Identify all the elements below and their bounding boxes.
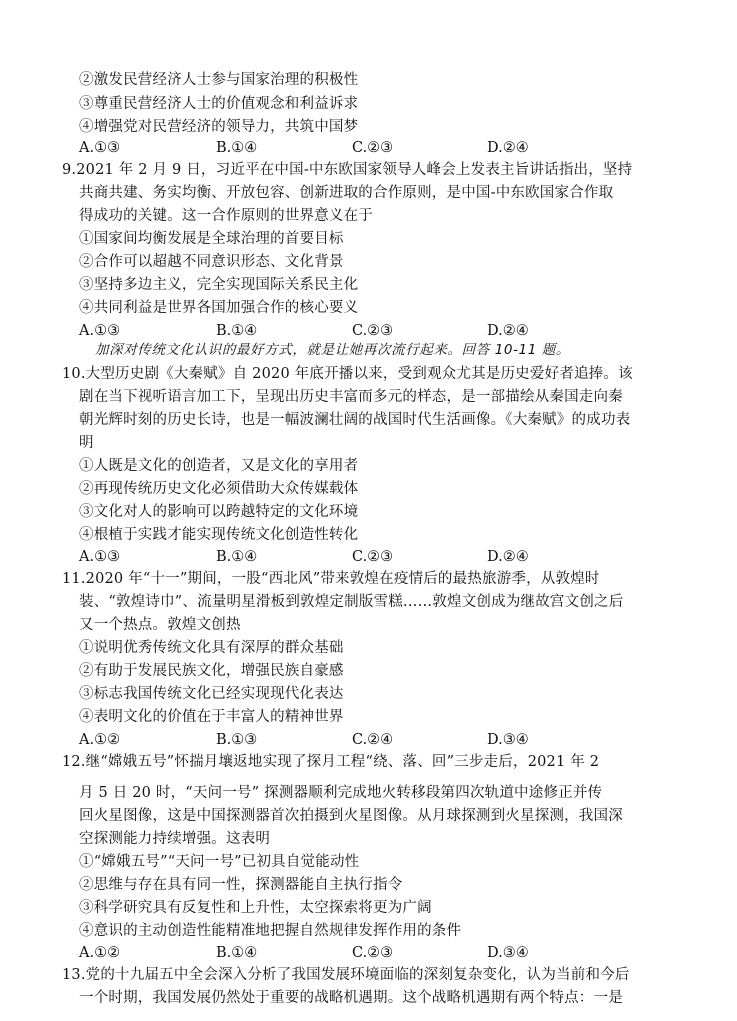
- q8-option-a: A.①③: [79, 140, 121, 156]
- q12-stem-line-2: 月 5 日 20 时，“天问一号” 探测器顺利完成地火转移段第四次轨道中途修正并传: [79, 785, 603, 801]
- q12-option-b: B.①④: [216, 945, 258, 961]
- q13-stem-line-2: 一个时期，我国发展仍然处于重要的战略机遇期。这个战略机遇期有两个特点：一是: [79, 990, 623, 1006]
- q12-item-1: ①“嫦娥五号”“天问一号”已初具自觉能动性: [79, 854, 360, 870]
- q10-item-1: ①人既是文化的创造者，又是文化的享用者: [79, 458, 359, 474]
- q9-option-b: B.①④: [216, 323, 258, 339]
- q10-option-c: C.②③: [352, 549, 394, 565]
- q10-item-4: ④根植于实践才能实现传统文化创造性转化: [79, 527, 359, 543]
- q8-item-2: ②激发民营经济人士参与国家治理的积极性: [79, 72, 359, 88]
- q10-option-d: D.②④: [487, 549, 529, 565]
- intro-10-11: 加深对传统文化认识的最好方式，就是让她再次流行起来。回答 10-11 题。: [95, 342, 571, 358]
- q11-option-c: C.②④: [352, 732, 394, 748]
- q12-stem-line-3: 回火星图像，这是中国探测器首次拍摄到火星图像。从月球探测到火星探测，我国深: [79, 808, 623, 824]
- q9-stem-line-1: 9.2021 年 2 月 9 日，习近平在中国-中东欧国家领导人峰会上发表主旨讲话指出，坚持: [62, 162, 633, 178]
- q12-item-4: ④意识的主动创造性能精准地把握自然规律发挥作用的条件: [79, 923, 462, 939]
- q9-option-a: A.①③: [79, 323, 121, 339]
- q12-item-2: ②思维与存在具有同一性，探测器能自主执行指令: [79, 877, 403, 893]
- q11-item-1: ①说明优秀传统文化具有深厚的群众基础: [79, 640, 344, 656]
- q10-option-a: A.①③: [79, 549, 121, 565]
- q9-option-d: D.②④: [487, 323, 529, 339]
- q8-item-4: ④增强党对民营经济的领导力，共筑中国梦: [79, 119, 359, 135]
- q9-item-4: ④共同利益是世界各国加强合作的核心要义: [79, 300, 359, 316]
- q9-item-3: ③坚持多边主义，完全实现国际关系民主化: [79, 277, 359, 293]
- q11-option-b: B.①③: [216, 732, 258, 748]
- q10-item-3: ③文化对人的影响可以跨越特定的文化环境: [79, 504, 359, 520]
- q9-stem-line-3: 得成功的关键。这一合作原则的世界意义在于: [79, 208, 373, 224]
- q12-stem-line-1: 12.继“嫦娥五号”怀揣月壤返地实现了探月工程“绕、落、回”三步走后，2021 年 2: [62, 754, 600, 770]
- q11-stem-line-3: 又一个热点。敦煌文创热: [79, 617, 241, 633]
- q11-item-3: ③标志我国传统文化已经实现现代化表达: [79, 686, 344, 702]
- q12-option-c: C.②③: [352, 945, 394, 961]
- q9-option-c: C.②③: [352, 323, 394, 339]
- q13-stem-line-1: 13.党的十九届五中全会深入分析了我国发展环境面临的深刻复杂变化，认为当前和今后: [62, 967, 630, 983]
- q10-stem-line-3: 朝光辉时刻的历史长诗，也是一幅波澜壮阔的战国时代生活画像。《大秦赋》的成功表: [79, 412, 631, 428]
- q12-item-3: ③科学研究具有反复性和上升性，太空探索将更为广阔: [79, 900, 432, 916]
- q8-item-3: ③尊重民营经济人士的价值观念和利益诉求: [79, 96, 359, 112]
- q8-option-c: C.②③: [352, 140, 394, 156]
- q9-item-2: ②合作可以超越不同意识形态、文化背景: [79, 254, 344, 270]
- q10-stem-line-4: 明: [79, 435, 94, 451]
- q12-option-d: D.③④: [487, 945, 529, 961]
- q11-stem-line-2: 装、“敦煌诗巾”、流量明星滑板到敦煌定制版雪糕……敦煌文创成为继故宫文创之后: [79, 594, 624, 610]
- q11-item-4: ④表明文化的价值在于丰富人的精神世界: [79, 709, 344, 725]
- q10-stem-line-2: 剧在当下视听语言加工下，呈现出历史丰富而多元的样态，是一部描绘从秦国走向秦: [79, 389, 623, 405]
- q9-stem-line-2: 共商共建、务实均衡、开放包容、创新进取的合作原则，是中国-中东欧国家合作取: [79, 185, 614, 201]
- q10-option-b: B.①④: [216, 549, 258, 565]
- q8-option-b: B.①④: [216, 140, 258, 156]
- q10-item-2: ②再现传统历史文化必须借助大众传媒载体: [79, 481, 359, 497]
- q8-option-d: D.②④: [487, 140, 529, 156]
- q11-option-d: D.③④: [487, 732, 529, 748]
- q12-stem-line-4: 空探测能力持续增强。这表明: [79, 831, 271, 847]
- q11-option-a: A.①②: [79, 732, 121, 748]
- q12-option-a: A.①②: [79, 945, 121, 961]
- q11-stem-line-1: 11.2020 年“十一”期间，一股“西北风”带来敦煌在疫情后的最热旅游季，从敦煌时: [62, 571, 600, 587]
- q9-item-1: ①国家间均衡发展是全球治理的首要目标: [79, 231, 344, 247]
- q10-stem-line-1: 10.大型历史剧《大秦赋》自 2020 年底开播以来，受到观众尤其是历史爱好者追捧。该: [62, 366, 633, 382]
- q11-item-2: ②有助于发展民族文化，增强民族自豪感: [79, 663, 344, 679]
